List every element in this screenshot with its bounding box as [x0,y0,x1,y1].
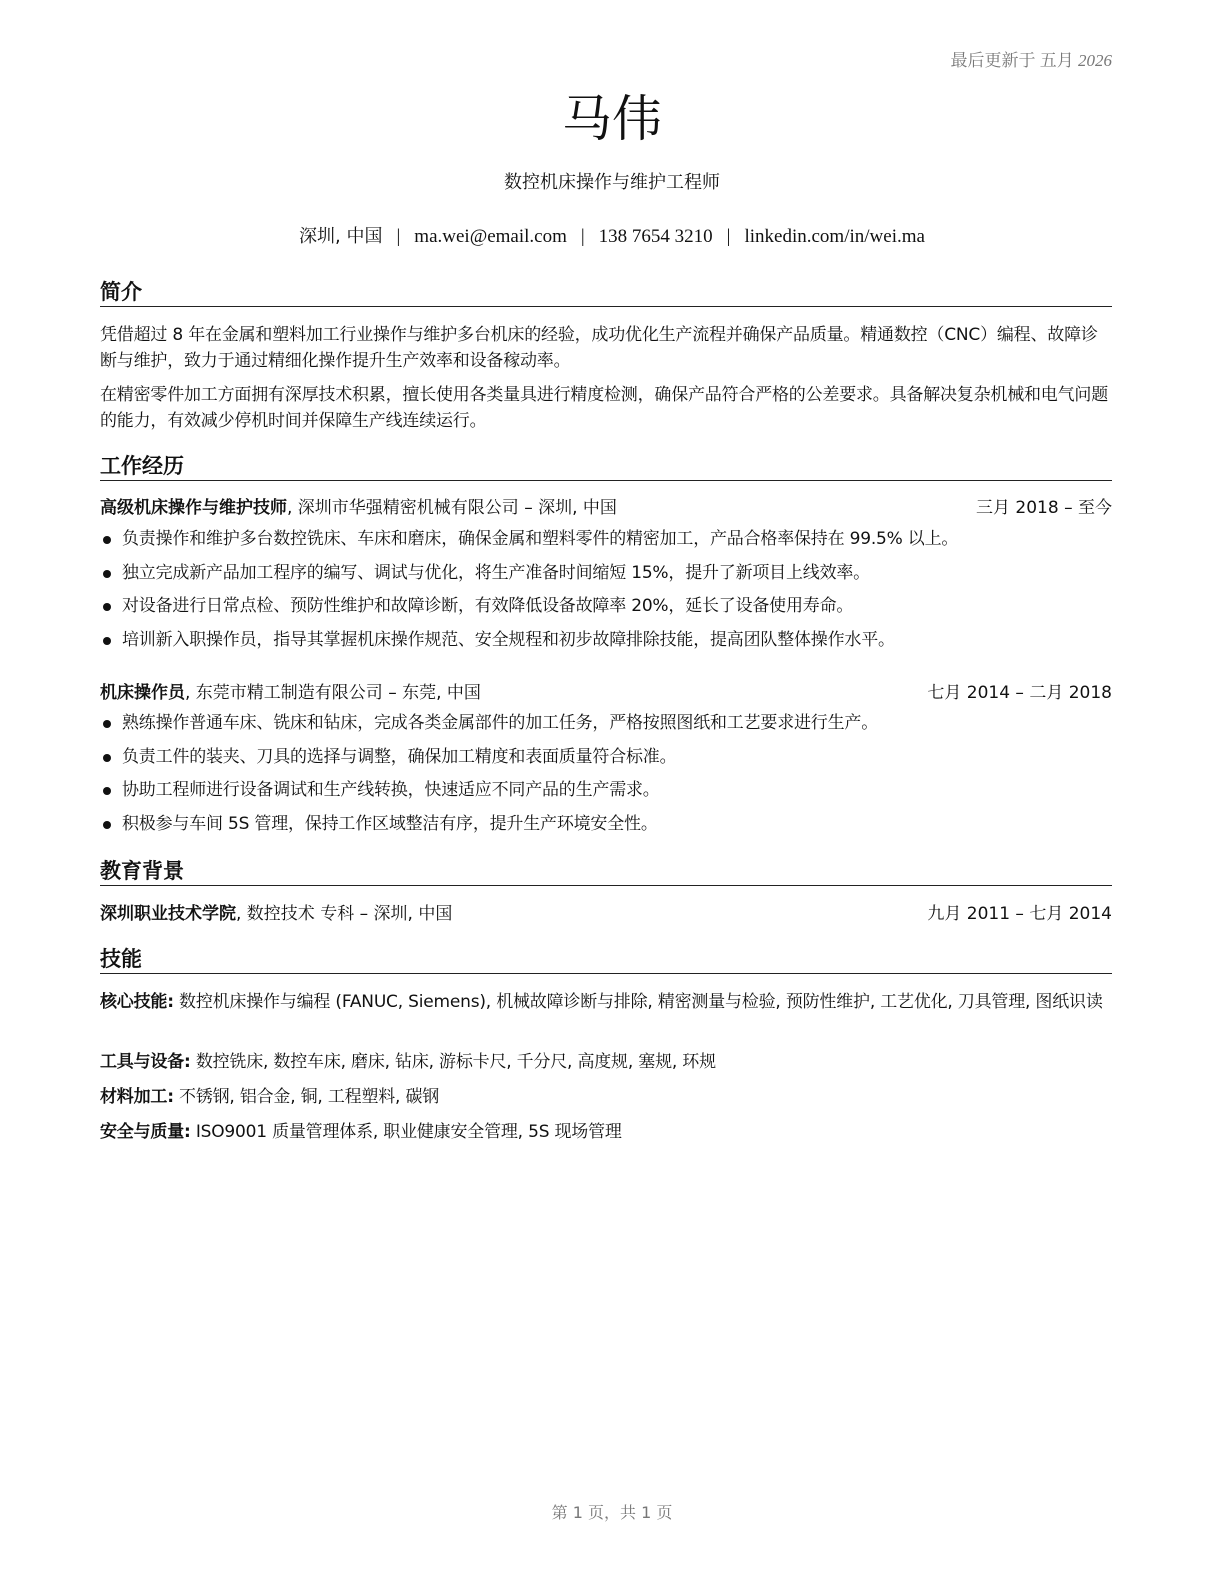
contact-location: 深圳, 中国 [299,226,383,247]
section-title-education: 教育背景 [100,857,1112,886]
bullet-icon [103,720,111,728]
education-entry [100,901,1112,927]
skill-label: 核心技能: [100,992,174,1012]
bullet-text: 协助工程师进行设备调试和生产线转换，快速适应不同产品的生产需求。 [122,780,660,800]
skill-label: 工具与设备: [100,1052,191,1072]
section-title-skills: 技能 [100,945,1112,974]
section-title-experience: 工作经历 [100,452,1112,481]
skill-line [100,989,1112,1015]
bullet-text: 对设备进行日常点检、预防性维护和故障诊断，有效降低设备故障率 20%，延长了设备使用寿命。 [122,596,854,616]
bullet-text: 负责工件的装夹、刀具的选择与调整，确保加工精度和表面质量符合标准。 [122,746,677,767]
contact-separator: | [396,226,401,247]
candidate-name: 马伟 [562,90,662,148]
education-detail: , 数控技术 专科 – 深圳, 中国 [236,904,453,924]
bullet-text: 独立完成新产品加工程序的编写、调试与优化，将生产准备时间缩短 15%，提升了新项目上线效率。 [122,562,870,583]
summary-paragraph: 在精密零件加工方面拥有深厚技术积累，擅长使用各类量具进行精度检测，确保产品符合严格的公差要求。具备解决复杂机械和电气问题的能力，有效减少停机时间并保障生产线连续运行。 [100,385,1108,431]
bullet-icon [103,787,111,795]
job-company: , 深圳市华强精密机械有限公司 – 深圳, 中国 [287,498,617,518]
contact-separator: | [580,226,585,247]
job-header [100,680,1112,706]
list-item [100,707,1112,741]
job-bullets [100,707,1112,841]
skill-value: 不锈钢, 铝合金, 铜, 工程塑料, 碳钢 [173,1087,440,1107]
last-updated-prefix: 最后更新于 五月 [950,51,1074,70]
last-updated-year: 2026 [1078,51,1112,70]
bullet-text: 熟练操作普通车床、铣床和钻床，完成各类金属部件的加工任务，严格按照图纸和工艺要求进行生产。 [122,713,878,733]
skill-label: 安全与质量: [100,1122,191,1142]
education-dates: 九月 2011 – 七月 2014 [927,904,1112,924]
skill-line [100,1049,1112,1075]
skill-line [100,1119,1112,1145]
skill-line [100,1084,1112,1110]
contact-linkedin[interactable]: linkedin.com/in/wei.ma [744,226,925,247]
contact-email[interactable]: ma.wei@email.com [414,226,567,247]
contact-phone: 138 7654 3210 [598,226,713,247]
bullet-text: 培训新入职操作员，指导其掌握机床操作规范、安全规程和初步故障排除技能，提高团队整体操作水平。 [122,629,895,650]
list-item [100,741,1112,775]
bullet-icon [103,754,111,762]
job-dates: 七月 2014 – 二月 2018 [927,683,1112,703]
list-item [100,624,1112,658]
job-bullets [100,523,1112,657]
job-dates: 三月 2018 – 至今 [976,498,1112,518]
job-role: 高级机床操作与维护技师 [100,498,287,518]
list-item [100,774,1112,808]
bullet-icon [103,637,111,645]
skill-value: ISO9001 质量管理体系, 职业健康安全管理, 5S 现场管理 [190,1122,622,1142]
skill-value: 数控机床操作与编程 (FANUC, Siemens), 机械故障诊断与排除, 精密测量与检验, 预防性维护, 工艺优化, 刀具管理, 图纸识读 [173,992,1103,1012]
bullet-icon [103,536,111,544]
bullet-icon [103,570,111,578]
bullet-text: 积极参与车间 5S 管理，保持工作区域整洁有序，提升生产环境安全性。 [122,813,658,834]
last-updated [951,46,1113,71]
skill-label: 材料加工: [100,1087,174,1107]
list-item [100,808,1112,842]
bullet-text: 负责操作和维护多台数控铣床、车床和磨床，确保金属和塑料零件的精密加工，产品合格率保持在 99.5% 以上。 [122,529,959,549]
list-item [100,590,1112,624]
education-school: 深圳职业技术学院 [100,904,236,924]
contact-line [0,224,1224,250]
job-company: , 东莞市精工制造有限公司 – 东莞, 中国 [185,683,481,703]
job-role: 机床操作员 [100,683,185,703]
skill-value: 数控铣床, 数控车床, 磨床, 钻床, 游标卡尺, 千分尺, 高度规, 塞规, 环规 [190,1052,716,1072]
list-item [100,523,1112,557]
section-title-summary: 简介 [100,278,1112,307]
bullet-icon [103,603,111,611]
page-footer: 第 1 页，共 1 页 [551,1503,673,1522]
summary-paragraph: 凭借超过 8 年在金属和塑料加工行业操作与维护多台机床的经验，成功优化生产流程并确保产品质量。精通数控（CNC）编程、故障诊断与维护，致力于通过精细化操作提升生产效率和设备稼动率。 [100,325,1098,371]
bullet-icon [103,821,111,829]
candidate-headline: 数控机床操作与维护工程师 [504,172,720,193]
contact-separator: | [726,226,731,247]
list-item [100,557,1112,591]
job-header [100,495,1112,521]
